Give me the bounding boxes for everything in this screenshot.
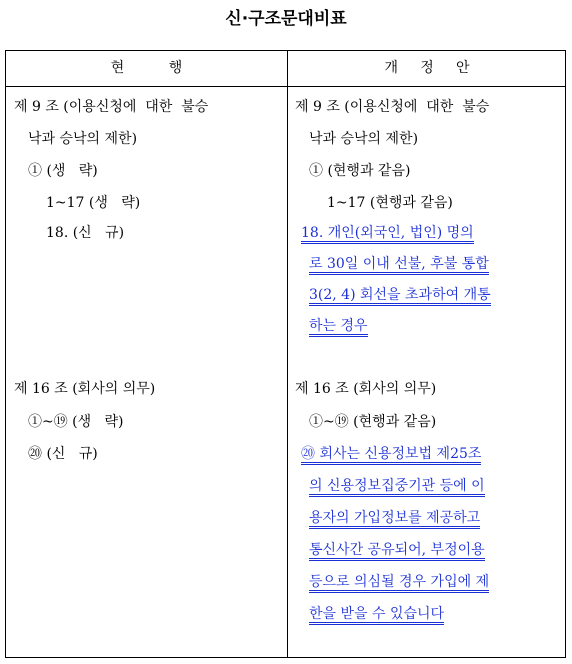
- header-current: 현 행: [110, 60, 183, 76]
- amend-line: 로 30일 이내 선불, 후불 통합: [309, 248, 489, 280]
- proposed-art9-items: 1~17 (현행과 같음): [327, 195, 453, 211]
- current-art9-item18: 18. (신 규): [46, 225, 125, 241]
- amend-line: 의 신용정보집중기관 등에 이: [309, 470, 485, 502]
- current-art16-para1: ①~⑲ (생 략): [28, 414, 124, 430]
- amend-line: 하는 경우: [309, 310, 368, 342]
- current-art16-para20: ⑳ (신 규): [28, 446, 98, 462]
- document-title: 신·구조문대비표: [225, 9, 347, 29]
- current-art16-heading: 제 16 조 (회사의 의무): [14, 381, 156, 397]
- current-art9-heading-2: 낙과 승낙의 제한): [28, 131, 138, 147]
- amend-line: 통신사간 공유되어, 부정이용: [309, 534, 485, 566]
- proposed-art16-para1: ①~⑲ (현행과 같음): [309, 414, 437, 430]
- amend-line: 등으로 의심될 경우 가입에 제: [309, 566, 489, 598]
- proposed-art16-heading: 제 16 조 (회사의 의무): [295, 381, 437, 397]
- header-proposed: 개 정 안: [384, 60, 470, 76]
- current-art9-para1: ① (생 략): [28, 163, 98, 179]
- current-art9-items: 1~17 (생 략): [46, 195, 141, 211]
- proposed-art9-heading-2: 낙과 승낙의 제한): [309, 131, 419, 147]
- proposed-art9-para1: ① (현행과 같음): [309, 163, 411, 179]
- header-divider: [6, 86, 565, 87]
- amend-line: 한을 받을 수 있습니다: [309, 598, 444, 630]
- current-art9-heading-1: 제 9 조 (이용신청에 대한 불승: [14, 99, 209, 115]
- amend-line: ⑳ 회사는 신용정보법 제25조: [301, 438, 481, 470]
- amend-line: 3(2, 4) 회선을 초과하여 개통: [309, 279, 491, 311]
- amend-line: 18. 개인(외국인, 법인) 명의: [301, 217, 474, 249]
- column-divider: [287, 51, 288, 657]
- amend-line: 용자의 가입정보를 제공하고: [309, 502, 480, 534]
- proposed-art9-heading-1: 제 9 조 (이용신청에 대한 불승: [295, 99, 490, 115]
- comparison-table: [5, 50, 566, 658]
